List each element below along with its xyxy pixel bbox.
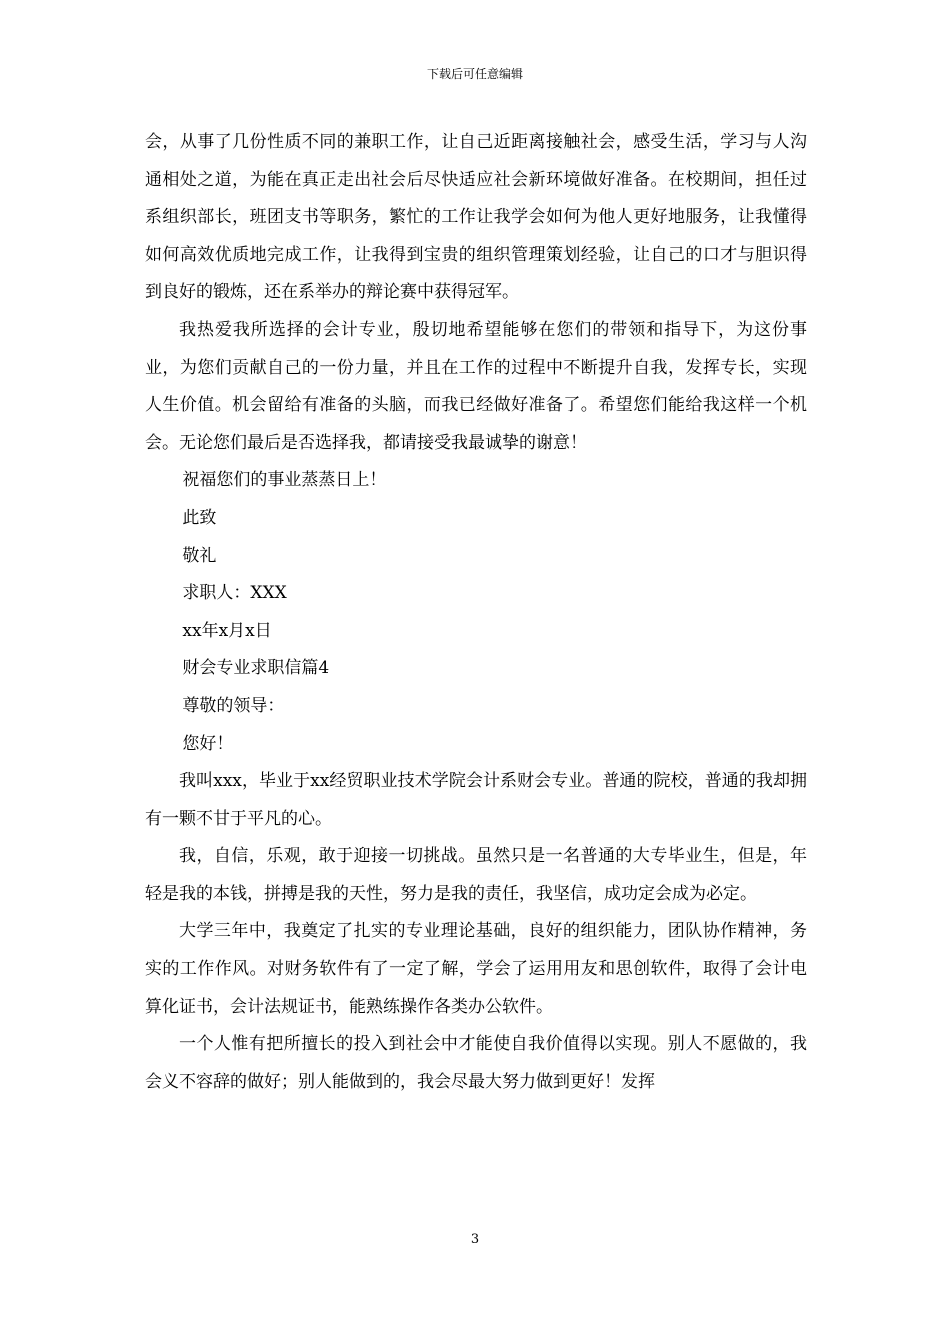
paragraph: 一个人惟有把所擅长的投入到社会中才能使自我价值得以实现。别人不愿做的，我会义不容辞的做好；别人能做到的，我会尽最大努力做到更好！发挥 <box>145 1034 807 1092</box>
paragraph-continued: 会，从事了几份性质不同的兼职工作，让自己近距离接触社会，感受生活，学习与人沟通相处之道，为能在真正走出社会后尽快适应社会新环境做好准备。在校期间，担任过系组织部长，班团支书等职务，繁忙的工作让我学会如何为他人更好地服务，让我懂得如何高效优质地完成工作，让我得到宝贵的组织管理策划经验，让自己的口才与胆识得到良好的锻炼，还在系举办的辩论赛中获得冠军。 <box>145 132 807 303</box>
paragraph: 大学三年中，我奠定了扎实的专业理论基础，良好的组织能力，团队协作精神，务实的工作作风。对财务软件有了一定了解，学会了运用用友和思创软件，取得了会计电算化证书，会计法规证书，能熟练操作各类办公软件。 <box>145 921 807 1017</box>
greeting-line: 您好！ <box>182 733 234 754</box>
section-title: 财会专业求职信篇4 <box>182 658 330 679</box>
salutation-line: 此致 <box>182 507 217 528</box>
paragraph: 我热爱我所选择的会计专业，殷切地希望能够在您们的带领和指导下，为这份事业，为您们贡献自己的一份力量，并且在工作的过程中不断提升自我，发挥专长，实现人生价值。机会留给有准备的头脑，而我已经做好准备了。希望您们能给我这样一个机会。无论您们最后是否选择我，都请接受我最诚挚的谢意！ <box>145 319 807 453</box>
greeting-line: 尊敬的领导： <box>182 695 285 716</box>
header-note: 下载后可任意编辑 <box>426 67 523 81</box>
paragraph: 我，自信，乐观，敢于迎接一切挑战。虽然只是一名普通的大专毕业生，但是，年轻是我的本钱，拼搏是我的天性，努力是我的责任，我坚信，成功定会成为必定。 <box>145 846 807 904</box>
salutation-line: 敬礼 <box>182 545 217 566</box>
date-line: xx年x月x日 <box>182 620 272 641</box>
document-body <box>145 124 807 1101</box>
signature-line: 求职人：XXX <box>182 583 287 604</box>
page-number: 3 <box>470 1232 480 1247</box>
paragraph: 我叫xxx，毕业于xx经贸职业技术学院会计系财会专业。普通的院校，普通的我却拥有一颗不甘于平凡的心。 <box>145 771 807 829</box>
closing-wish: 祝福您们的事业蒸蒸日上！ <box>182 470 387 491</box>
